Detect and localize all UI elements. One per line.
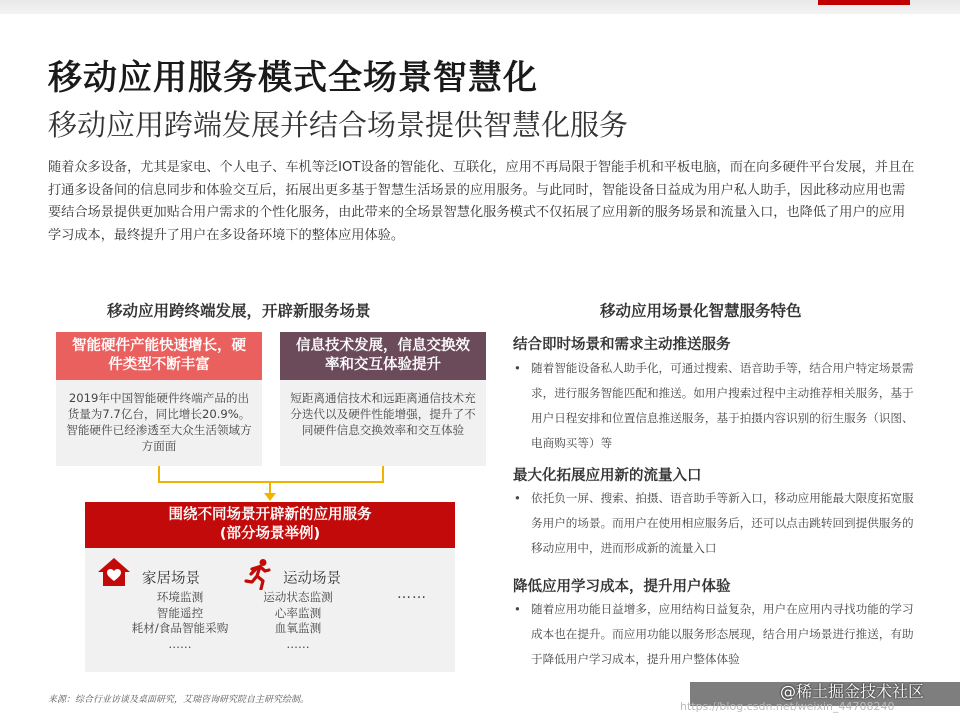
scenes-panel bbox=[85, 548, 455, 672]
list-item: …… bbox=[286, 636, 310, 651]
new-services-box bbox=[85, 502, 455, 548]
feature-desc-2 bbox=[514, 486, 922, 561]
running-person-icon bbox=[243, 558, 273, 590]
feature-desc-1 bbox=[514, 356, 922, 456]
page-title: 移动应用服务模式全场景智慧化 bbox=[48, 58, 538, 98]
home-scene-title: 家居场景 bbox=[142, 571, 200, 587]
hardware-card-head: 智能硬件产能快速增长，硬件类型不断丰富 bbox=[56, 332, 262, 380]
tech-card-body: 短距离通信技术和远距离通信技术充分迭代以及硬件性能增强，提升了不同硬件信息交换效率和交互体验 bbox=[290, 391, 476, 437]
feature-title-2: 最大化拓展应用新的流量入口 bbox=[513, 468, 702, 484]
list-item: 心率监测 bbox=[274, 605, 322, 620]
source-note: 来源：综合行业访谈及桌面研究，艾瑞咨询研究院自主研究绘制。 bbox=[48, 695, 310, 705]
feature-desc-text: 依托负一屏、搜索、拍摄、语音助手等新入口，移动应用能最大限度拓宽服务用户的场景。而用户在使用相应服务后，还可以点击跳转回到提供服务的移动应用中，进而形成新的流量入口 bbox=[531, 491, 914, 555]
hardware-card bbox=[56, 332, 262, 466]
home-scene-list bbox=[105, 590, 255, 652]
connector-horizontal bbox=[158, 481, 384, 483]
house-heart-icon bbox=[96, 556, 132, 588]
top-bar bbox=[0, 0, 960, 14]
list-item: 耗材/食品智能采购 bbox=[131, 621, 229, 635]
hardware-card-body: 2019年中国智能硬件终端产品的出货量为7.7亿台，同比增长20.9%。智能硬件已经渗透至大众生活领域方方面面 bbox=[66, 391, 252, 453]
list-item: 运动状态监测 bbox=[263, 590, 333, 604]
list-item: 血氧监测 bbox=[274, 621, 322, 635]
feature-desc-text: 随着智能设备私人助手化，可通过搜索、语音助手等，结合用户特定场景需求，进行服务智能匹配和推送。如用户搜索过程中主动推荐相关服务，基于用户日程安排和位置信息推送服务，基于拍摄内容识别的衍生服务（识图、电商购买等）等 bbox=[531, 361, 914, 450]
more-scenes-ellipsis: …… bbox=[397, 586, 427, 602]
feature-title-1: 结合即时场景和需求主动推送服务 bbox=[513, 337, 731, 353]
left-column-heading: 移动应用跨终端发展，开辟新服务场景 bbox=[107, 302, 371, 320]
sport-scene-list bbox=[248, 590, 348, 652]
tech-card-head: 信息技术发展，信息交换效率和交互体验提升 bbox=[280, 332, 486, 380]
bullet-icon: • bbox=[514, 361, 521, 375]
arrow-down-icon bbox=[264, 493, 276, 501]
connector-left bbox=[158, 466, 160, 482]
page-subtitle: 移动应用跨端发展并结合场景提供智慧化服务 bbox=[48, 108, 629, 142]
watermark: @稀土掘金技术社区 bbox=[780, 682, 925, 701]
right-column-heading: 移动应用场景化智慧服务特色 bbox=[600, 302, 802, 320]
tech-card bbox=[280, 332, 486, 466]
list-item: 智能遥控 bbox=[156, 605, 204, 620]
intro-paragraph: 随着众多设备，尤其是家电、个人电子、车机等泛IOT设备的智能化、互联化，应用不再局限于智能手机和平板电脑，而在向多硬件平台发展，并且在打通多设备间的信息同步和体验交互后，拓展出更多基于智慧生活场景的应用服务。与此同时，智能设备日益成为用户私人助手，因此移动应用也需要结合场景提供更加贴合用户需求的个性化服务，由此带来的全场景智慧化服务模式不仅拓展了应用新的服务场景和流量入口，也降低了用户的应用学习成本，最终提升了用户在多设备环境下的整体应用体验。 bbox=[48, 160, 915, 243]
bullet-icon: • bbox=[514, 602, 521, 616]
connector-right bbox=[382, 466, 384, 482]
list-item: …… bbox=[168, 636, 192, 651]
bullet-icon: • bbox=[514, 491, 521, 505]
list-item: 环境监测 bbox=[156, 590, 204, 604]
feature-desc-3 bbox=[514, 597, 922, 672]
top-accent-bar bbox=[818, 0, 910, 5]
new-services-line1: 围绕不同场景开辟新的应用服务 bbox=[168, 507, 372, 523]
sport-scene-title: 运动场景 bbox=[283, 571, 341, 587]
new-services-line2: (部分场景举例) bbox=[219, 526, 321, 542]
watermark-url: https://blog.csdn.net/weixin_44708240 bbox=[680, 700, 895, 713]
feature-title-3: 降低应用学习成本，提升用户体验 bbox=[513, 579, 731, 595]
feature-desc-text: 随着应用功能日益增多，应用结构日益复杂，用户在应用内寻找功能的学习成本也在提升。而应用功能以服务形态展现，结合用户场景进行推送，有助于降低用户学习成本，提升用户整体体验 bbox=[531, 602, 914, 666]
